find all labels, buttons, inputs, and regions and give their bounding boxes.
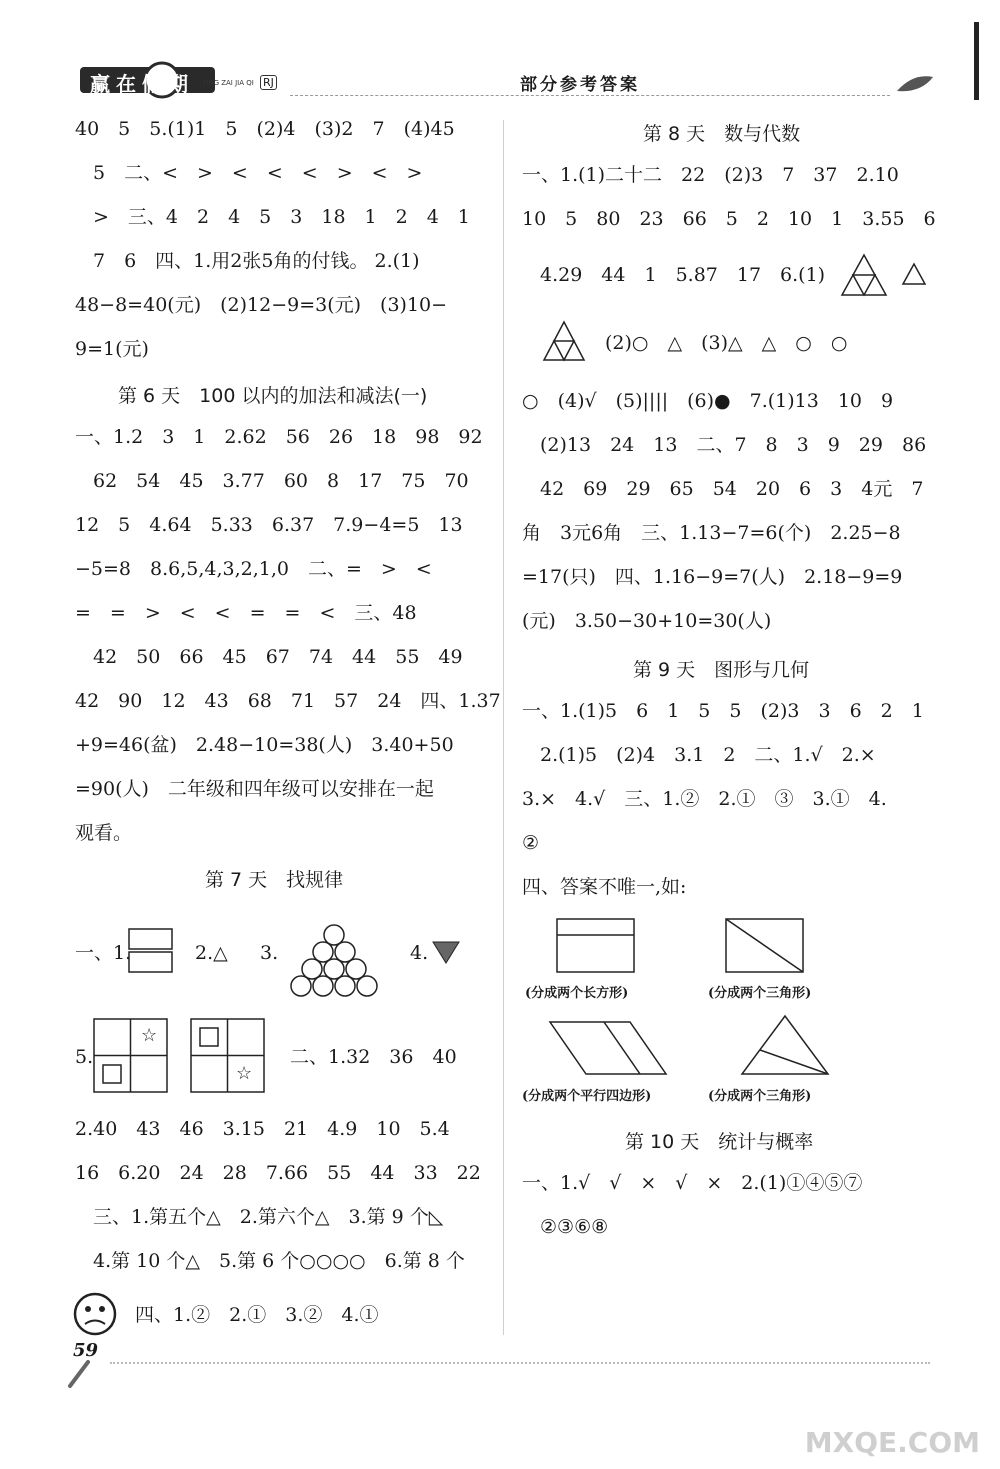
day8-title: 第 8 天 数与代数: [643, 123, 801, 145]
day8-line-6: (2)13 24 13 二、7 8 3 9 29 86: [540, 434, 927, 456]
day7-q1-label: 一、1.: [75, 942, 132, 964]
circle-pyramid-icon: [286, 924, 382, 996]
logo-text: 赢在假期: [90, 72, 194, 96]
day8-line-4: (2)○ △ (3)△ △ ○ ○: [605, 332, 848, 354]
rect-split-horizontal-icon: [556, 918, 636, 974]
inverted-triangle-icon: [432, 940, 460, 964]
day8-line-8: 角 3元6角 三、1.13−7=6(个) 2.25−8: [522, 522, 901, 544]
day8-line-7: 42 69 29 65 54 20 6 3 4元 7: [540, 478, 924, 500]
day7-line-4: 4.第 10 个△ 5.第 6 个○○○○ 6.第 8 个: [93, 1250, 465, 1272]
caption-two-rectangles: (分成两个长方形): [525, 986, 629, 1001]
day6-title: 第 6 天 100 以内的加法和减法(一): [118, 385, 428, 407]
day7-q5-label: 5.: [75, 1046, 94, 1068]
day6-line-4: −5=8 8.6,5,4,3,2,1,0 二、= > <: [75, 558, 432, 580]
edge-mark-icon: [972, 22, 982, 102]
day8-line-2: 10 5 80 23 66 5 2 10 1 3.55 6: [522, 208, 936, 230]
caption-two-triangles-1: (分成两个三角形): [708, 986, 812, 1001]
triangle-split-icon: [740, 1014, 830, 1076]
day9-title: 第 9 天 图形与几何: [633, 659, 810, 681]
day8-line-5: ○ (4)√ (5)|||| (6)● 7.(1)13 10 9: [522, 390, 894, 412]
triangle-nest-icon-1: [840, 253, 888, 297]
day6-line-5: = = > < < = = < 三、48: [75, 602, 417, 624]
footer-rule: [110, 1362, 930, 1364]
page-title: 部分参考答案: [520, 75, 640, 95]
parallelogram-split-icon: [548, 1020, 668, 1076]
sad-face-icon: [73, 1292, 117, 1336]
day7-title: 第 7 天 找规律: [205, 869, 344, 891]
day6-line-6: 42 50 66 45 67 74 44 55 49: [93, 646, 463, 668]
left-line-1: 40 5 5.(1)1 5 (2)4 (3)2 7 (4)45: [75, 118, 455, 140]
left-line-6: 9=1(元): [75, 338, 149, 360]
day9-line-3: 3.× 4.√ 三、1.② 2.① ③ 3.① 4.: [522, 788, 887, 810]
caption-two-parallelograms: (分成两个平行四边形): [522, 1089, 652, 1104]
day9-line-5: 四、答案不唯一,如:: [522, 876, 687, 898]
day7-line-5: 四、1.② 2.① 3.② 4.①: [135, 1304, 379, 1326]
caption-two-triangles-2: (分成两个三角形): [708, 1089, 812, 1104]
left-line-2: 5 二、< > < < < > < >: [93, 162, 423, 184]
triangle-icon: [902, 263, 926, 285]
left-line-4: 7 6 四、1.用2张5角的付钱。 2.(1): [93, 250, 420, 272]
grid-star-left-icon: [93, 1018, 169, 1094]
day7-q3-label: 3.: [260, 942, 279, 964]
day8-line-3: 4.29 44 1 5.87 17 6.(1): [540, 264, 826, 286]
day8-line-1: 一、1.(1)二十二 22 (2)3 7 37 2.10: [522, 164, 899, 186]
day7-q4-label: 4.: [410, 942, 429, 964]
column-divider: [503, 120, 504, 1335]
edition-badge: RJ: [260, 75, 277, 90]
day10-line-1: 一、1.√ √ × √ × 2.(1)①④⑤⑦: [522, 1172, 863, 1194]
day10-line-2: ②③⑥⑧: [540, 1216, 609, 1238]
day7-part2: 二、1.32 36 40: [290, 1046, 457, 1068]
day8-line-9: =17(只) 四、1.16−9=7(人) 2.18−9=9: [522, 566, 903, 588]
left-line-5: 48−8=40(元) (2)12−9=3(元) (3)10−: [75, 294, 448, 316]
grid-star-right-icon: [190, 1018, 266, 1094]
left-line-3: > 三、4 2 4 5 3 18 1 2 4 1: [93, 206, 470, 228]
day9-line-4: ②: [522, 832, 540, 854]
magnifier-handle-icon: [66, 1360, 96, 1390]
two-rectangles-icon: [128, 928, 174, 974]
day9-line-2: 2.(1)5 (2)4 3.1 2 二、1.√ 2.×: [540, 744, 876, 766]
logo-pinyin: YING ZAI JIA QI: [202, 79, 254, 87]
page-number: 59: [73, 1340, 99, 1361]
day6-line-2: 62 54 45 3.77 60 8 17 75 70: [93, 470, 469, 492]
day6-line-7: 42 90 12 43 68 71 57 24 四、1.37: [75, 690, 501, 712]
day7-line-2: 16 6.20 24 28 7.66 55 44 33 22: [75, 1162, 481, 1184]
day6-line-9: =90(人) 二年级和四年级可以安排在一起: [75, 778, 434, 800]
header-rule: [290, 95, 890, 96]
day10-title: 第 10 天 统计与概率: [625, 1131, 814, 1153]
triangle-nest-icon-2: [542, 320, 586, 362]
day6-line-8: +9=46(盆) 2.48−10=38(人) 3.40+50: [75, 734, 454, 756]
rect-split-diagonal-icon: [725, 918, 805, 974]
watermark: MXQE.COM: [804, 1426, 980, 1459]
star-left: ☆: [141, 1025, 158, 1046]
day7-q2-label: 2.△: [195, 942, 228, 964]
day7-line-1: 2.40 43 46 3.15 21 4.9 10 5.4: [75, 1118, 450, 1140]
star-right: ☆: [236, 1063, 253, 1084]
day6-line-1: 一、1.2 3 1 2.62 56 26 18 98 92: [75, 426, 483, 448]
header-logo: [80, 63, 280, 99]
day6-line-3: 12 5 4.64 5.33 6.37 7.9−4=5 13: [75, 514, 463, 536]
day6-line-10: 观看。: [75, 822, 133, 844]
day8-line-10: (元) 3.50−30+10=30(人): [522, 610, 772, 632]
leaf-icon: [895, 73, 935, 95]
day9-line-1: 一、1.(1)5 6 1 5 5 (2)3 3 6 2 1: [522, 700, 924, 722]
day7-line-3: 三、1.第五个△ 2.第六个△ 3.第 9 个◺: [93, 1206, 444, 1228]
